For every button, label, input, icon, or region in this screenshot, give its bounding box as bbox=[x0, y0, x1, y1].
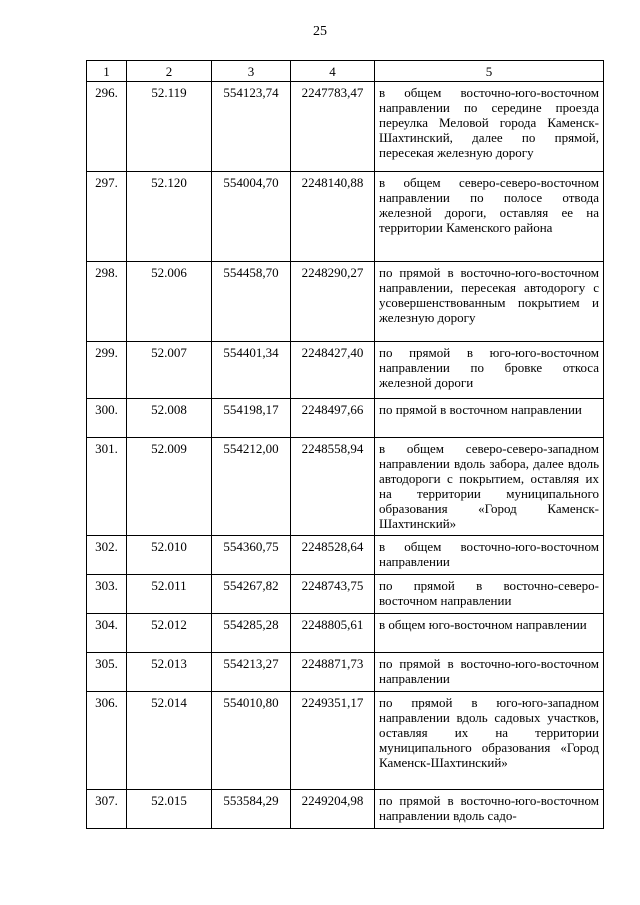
point-id: 52.008 bbox=[127, 399, 212, 438]
point-id: 52.006 bbox=[127, 262, 212, 342]
coordinate-y: 2248427,40 bbox=[291, 342, 375, 399]
point-id: 52.010 bbox=[127, 536, 212, 575]
boundary-description: по прямой в восточно-юго-восточном направлении вдоль садо- bbox=[375, 790, 604, 829]
coordinate-y: 2248290,27 bbox=[291, 262, 375, 342]
row-number: 304. bbox=[87, 614, 127, 653]
coordinate-y: 2248528,64 bbox=[291, 536, 375, 575]
boundary-description: в общем юго-восточном направлении bbox=[375, 614, 604, 653]
point-id: 52.009 bbox=[127, 438, 212, 536]
point-id: 52.120 bbox=[127, 172, 212, 262]
boundary-description: по прямой в юго-юго-западном направлении вдоль садовых участков, оставляя их на территории муниципального образования «Город Каменск-Шахтинский» bbox=[375, 692, 604, 790]
table-row bbox=[87, 82, 604, 172]
coordinate-x: 554198,17 bbox=[212, 399, 291, 438]
row-number: 297. bbox=[87, 172, 127, 262]
row-number: 302. bbox=[87, 536, 127, 575]
point-id: 52.013 bbox=[127, 653, 212, 692]
table-row bbox=[87, 692, 604, 790]
boundary-description: по прямой в восточно-северо-восточном направлении bbox=[375, 575, 604, 614]
point-id: 52.007 bbox=[127, 342, 212, 399]
table-row bbox=[87, 262, 604, 342]
point-id: 52.119 bbox=[127, 82, 212, 172]
row-number: 305. bbox=[87, 653, 127, 692]
boundary-description: по прямой в восточно-юго-восточном направлении, пересекая автодорогу с усовершенствованным покрытием и железную дорогу bbox=[375, 262, 604, 342]
coordinate-y: 2248805,61 bbox=[291, 614, 375, 653]
point-id: 52.011 bbox=[127, 575, 212, 614]
table-row bbox=[87, 653, 604, 692]
coordinate-y: 2248497,66 bbox=[291, 399, 375, 438]
column-header: 3 bbox=[212, 61, 291, 82]
column-header: 4 bbox=[291, 61, 375, 82]
boundary-description: по прямой в юго-юго-восточном направлении по бровке откоса железной дороги bbox=[375, 342, 604, 399]
coordinate-y: 2248140,88 bbox=[291, 172, 375, 262]
row-number: 296. bbox=[87, 82, 127, 172]
boundary-description: в общем северо-северо-западном направлении вдоль забора, далее вдоль автодороги с покрытием, оставляя их на территории муниципального образования «Город Каменск-Шахтинский» bbox=[375, 438, 604, 536]
table-row bbox=[87, 172, 604, 262]
row-number: 306. bbox=[87, 692, 127, 790]
column-header: 1 bbox=[87, 61, 127, 82]
row-number: 307. bbox=[87, 790, 127, 829]
row-number: 298. bbox=[87, 262, 127, 342]
column-header: 5 bbox=[375, 61, 604, 82]
row-number: 303. bbox=[87, 575, 127, 614]
coordinate-x: 554123,74 bbox=[212, 82, 291, 172]
table-row bbox=[87, 614, 604, 653]
coordinate-x: 554360,75 bbox=[212, 536, 291, 575]
boundary-description: в общем северо-северо-восточном направлении по полосе отвода железной дороги, оставляя ее на территории Каменского района bbox=[375, 172, 604, 262]
row-number: 301. bbox=[87, 438, 127, 536]
page-number: 25 bbox=[313, 24, 327, 39]
point-id: 52.015 bbox=[127, 790, 212, 829]
table-row bbox=[87, 399, 604, 438]
boundary-coordinates-table bbox=[86, 60, 604, 829]
table-row bbox=[87, 575, 604, 614]
coordinate-y: 2248743,75 bbox=[291, 575, 375, 614]
column-header: 2 bbox=[127, 61, 212, 82]
coordinate-x: 554004,70 bbox=[212, 172, 291, 262]
table-row bbox=[87, 790, 604, 829]
coordinate-x: 554285,28 bbox=[212, 614, 291, 653]
coordinate-x: 553584,29 bbox=[212, 790, 291, 829]
row-number: 299. bbox=[87, 342, 127, 399]
coordinate-x: 554213,27 bbox=[212, 653, 291, 692]
boundary-description: по прямой в восточном направлении bbox=[375, 399, 604, 438]
row-number: 300. bbox=[87, 399, 127, 438]
coordinate-y: 2249204,98 bbox=[291, 790, 375, 829]
table-row bbox=[87, 536, 604, 575]
table-row bbox=[87, 342, 604, 399]
boundary-description: в общем восточно-юго-восточном направлении по середине проезда переулка Меловой города Каменск-Шахтинский, далее по прямой, пересекая железную дорогу bbox=[375, 82, 604, 172]
coordinate-y: 2248871,73 bbox=[291, 653, 375, 692]
point-id: 52.014 bbox=[127, 692, 212, 790]
coordinate-y: 2247783,47 bbox=[291, 82, 375, 172]
coordinate-x: 554401,34 bbox=[212, 342, 291, 399]
point-id: 52.012 bbox=[127, 614, 212, 653]
table-row bbox=[87, 438, 604, 536]
coordinate-y: 2249351,17 bbox=[291, 692, 375, 790]
coordinate-x: 554267,82 bbox=[212, 575, 291, 614]
coordinate-y: 2248558,94 bbox=[291, 438, 375, 536]
coordinate-x: 554458,70 bbox=[212, 262, 291, 342]
boundary-description: по прямой в восточно-юго-восточном направлении bbox=[375, 653, 604, 692]
coordinate-x: 554010,80 bbox=[212, 692, 291, 790]
coordinate-x: 554212,00 bbox=[212, 438, 291, 536]
table-header-row bbox=[87, 61, 604, 82]
boundary-description: в общем восточно-юго-восточном направлении bbox=[375, 536, 604, 575]
